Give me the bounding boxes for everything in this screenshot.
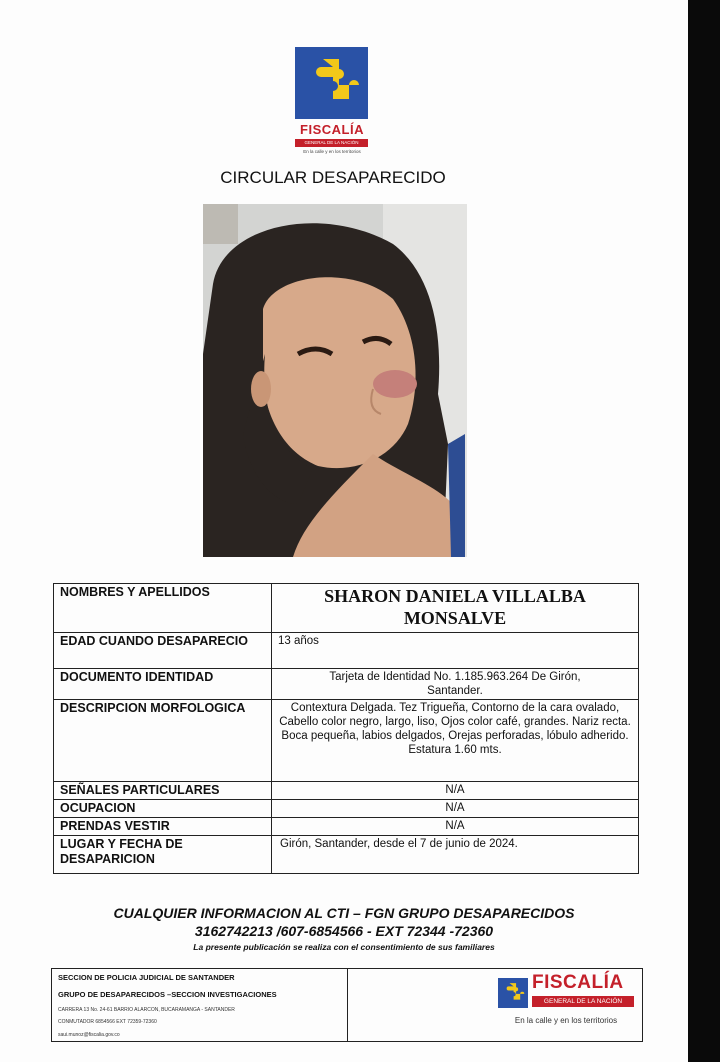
footer-divider (347, 969, 348, 1041)
footer-logo-text: FISCALÍA (532, 972, 624, 993)
row-label: PRENDAS VESTIR (54, 818, 272, 836)
clothing-value: N/A (272, 818, 639, 836)
row-label: NOMBRES Y APELLIDOS (54, 584, 272, 633)
missing-person-info-table (53, 583, 639, 874)
footer-box (51, 968, 643, 1042)
age-value: 13 años (272, 633, 639, 669)
footer-address: CARRERA 13 No. 24-61 BARRIO ALARCON, BUCARAMANGA - SANTANDER (58, 1007, 235, 1013)
full-name-value (272, 584, 639, 633)
id-document-value: Tarjeta de Identidad No. 1.185.963.264 De Girón, Santander. (272, 669, 639, 700)
table-row (54, 633, 639, 669)
fiscalia-logo-tagline: En la calle y en los territorios (303, 149, 361, 154)
footer-logo-tagline: En la calle y en los territorios (514, 1016, 618, 1025)
row-label: OCUPACION (54, 800, 272, 818)
row-label: SEÑALES PARTICULARES (54, 782, 272, 800)
fiscalia-puzzle-logo-icon (295, 47, 368, 119)
person-name: SHARON DANIELA VILLALBA MONSALVE (324, 586, 586, 628)
contact-heading: CUALQUIER INFORMACION AL CTI – FGN GRUPO DESAPARECIDOS (113, 905, 575, 921)
table-row (54, 836, 639, 874)
description-value: Contextura Delgada. Tez Trigueña, Contorno de la cara ovalado, Cabello color negro, largo, liso, Ojos color café, grandes. Nariz recta. Boca pequeña, labios delgados, Orejas perforadas, lóbulo adherido. Estatura 1.60 mts. (272, 700, 639, 782)
footer-puzzle-logo-icon (498, 978, 528, 1008)
place-date-value: Girón, Santander, desde el 7 de junio de 2024. (272, 836, 639, 874)
row-label: DESCRIPCION MORFOLOGICA (54, 700, 272, 782)
missing-person-photo (203, 204, 467, 557)
contact-phones: 3162742213 /607-6854566 - EXT 72344 -72360 (194, 923, 494, 939)
footer-section-name: SECCION DE POLICIA JUDICIAL DE SANTANDER (58, 973, 235, 982)
table-row (54, 584, 639, 633)
table-row (54, 700, 639, 782)
table-row (54, 669, 639, 700)
table-row (54, 818, 639, 836)
particular-signs-value: N/A (272, 782, 639, 800)
footer-email: saui.munoz@fiscalia.gov.co (58, 1032, 120, 1038)
fiscalia-logo-text: FISCALÍA (300, 122, 364, 137)
scan-edge-bar (688, 0, 720, 1062)
footer-logo-band: GENERAL DE LA NACIÓN (532, 996, 634, 1007)
row-label: EDAD CUANDO DESAPARECIO (54, 633, 272, 669)
footer-group-name: GRUPO DE DESAPARECIDOS –SECCION INVESTIGACIONES (58, 990, 277, 999)
fiscalia-logo-band: GENERAL DE LA NACIÓN (295, 139, 368, 147)
table-row (54, 800, 639, 818)
occupation-value: N/A (272, 800, 639, 818)
document-title: CIRCULAR DESAPARECIDO (220, 168, 446, 187)
consent-note: La presente publicación se realiza con el consentimiento de sus familiares (193, 942, 495, 952)
row-label: LUGAR Y FECHA DE DESAPARICION (54, 836, 272, 874)
footer-switchboard: CONMUTADOR 6854566 EXT 72359-72360 (58, 1019, 157, 1025)
row-label: DOCUMENTO IDENTIDAD (54, 669, 272, 700)
table-row (54, 782, 639, 800)
